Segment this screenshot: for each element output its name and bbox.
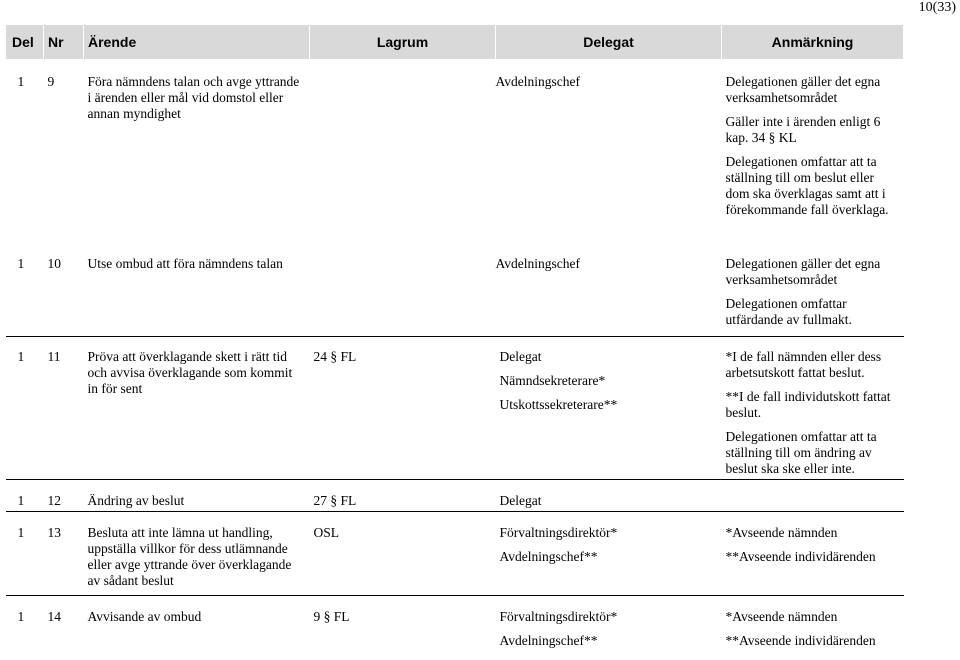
anmarkning-line: **Avseende individärenden xyxy=(725,549,876,564)
column-header-del: Del xyxy=(6,25,44,60)
delegation-table xyxy=(5,24,904,651)
cell-arende: Utse ombud att föra nämndens talan xyxy=(87,256,283,271)
cell-delegat xyxy=(496,337,722,480)
cell-del: 1 xyxy=(17,525,25,540)
delegat-line: Förvaltningsdirektör* xyxy=(499,609,618,624)
cell-del: 1 xyxy=(17,609,25,624)
delegat-line: Förvaltningsdirektör* xyxy=(499,525,618,540)
cell-anmarkning xyxy=(722,337,904,480)
delegat-line: Utskottssekreterare** xyxy=(499,397,618,412)
cell-arende: Ändring av beslut xyxy=(87,493,185,508)
anmarkning-line: Delegationen omfattar att ta ställning till om ändring av beslut ska ske eller inte. xyxy=(725,429,877,476)
cell-nr: 14 xyxy=(47,609,61,624)
cell-nr: 13 xyxy=(47,525,61,540)
cell-anmarkning xyxy=(722,480,904,512)
cell-lagrum: 27 § FL xyxy=(313,493,357,508)
delegat-line: Avdelningschef xyxy=(495,74,580,89)
cell-lagrum xyxy=(310,60,496,245)
cell-lagrum: OSL xyxy=(313,525,340,540)
anmarkning-line: *I de fall nämnden eller dess arbetsutskott fattat beslut. xyxy=(725,349,882,380)
cell-anmarkning xyxy=(722,244,904,337)
table-row xyxy=(6,512,904,596)
cell-delegat xyxy=(496,596,722,651)
cell-lagrum: 24 § FL xyxy=(313,349,357,364)
table-row xyxy=(6,337,904,480)
delegat-line: Delegat xyxy=(499,493,542,508)
anmarkning-line: Delegationen omfattar att ta ställning till om beslut eller dom ska överklagas samt att i förekommande fall överklaga. xyxy=(725,154,889,217)
table-row xyxy=(6,60,904,245)
cell-del: 1 xyxy=(17,74,25,89)
delegat-line: Nämndsekreterare* xyxy=(499,373,606,388)
delegat-line: Avdelningschef** xyxy=(499,549,598,564)
cell-delegat xyxy=(496,512,722,596)
anmarkning-line: Delegationen gäller det egna verksamhetsområdet xyxy=(725,256,881,287)
anmarkning-line: **Avseende individärenden xyxy=(725,633,876,648)
cell-arende: Föra nämndens talan och avge yttrande i ärenden eller mål vid domstol eller annan myndighet xyxy=(87,74,300,121)
cell-delegat xyxy=(496,244,722,337)
page-number: 10(33) xyxy=(918,0,956,15)
anmarkning-line: Gäller inte i ärenden enligt 6 kap. 34 § KL xyxy=(725,114,881,145)
cell-nr: 9 xyxy=(47,74,55,89)
cell-lagrum: 9 § FL xyxy=(313,609,350,624)
table-row xyxy=(6,596,904,651)
anmarkning-line: Delegationen gäller det egna verksamhetsområdet xyxy=(725,74,881,105)
column-header-anmarkning: Anmärkning xyxy=(722,25,904,60)
column-header-delegat: Delegat xyxy=(496,25,722,60)
cell-del: 1 xyxy=(17,349,25,364)
anmarkning-line: **I de fall individutskott fattat beslut. xyxy=(725,389,891,420)
cell-del: 1 xyxy=(17,493,25,508)
delegat-line: Avdelningschef** xyxy=(499,633,598,648)
cell-anmarkning xyxy=(722,60,904,245)
cell-arende: Avvisande av ombud xyxy=(87,609,202,624)
table-row xyxy=(6,480,904,512)
anmarkning-line: Delegationen omfattar utfärdande av fullmakt. xyxy=(725,296,852,327)
cell-delegat xyxy=(496,480,722,512)
table-row xyxy=(6,244,904,337)
cell-anmarkning xyxy=(722,596,904,651)
cell-del: 1 xyxy=(17,256,25,271)
anmarkning-line: *Avseende nämnden xyxy=(725,609,838,624)
cell-arende: Besluta att inte lämna ut handling, uppställa villkor för dess utlämnande eller avge yttrande över överklagande av sådant beslut xyxy=(87,525,292,588)
cell-nr: 12 xyxy=(47,493,61,508)
column-header-lagrum: Lagrum xyxy=(310,25,496,60)
cell-arende: Pröva att överklagande skett i rätt tid och avvisa överklagande som kommit in för sent xyxy=(87,349,293,396)
column-header-nr: Nr xyxy=(44,25,84,60)
cell-lagrum xyxy=(310,244,496,337)
column-header-arende: Ärende xyxy=(84,25,310,60)
cell-nr: 11 xyxy=(47,349,61,364)
cell-nr: 10 xyxy=(47,256,61,271)
table-header-row xyxy=(6,25,904,60)
delegat-line: Avdelningschef xyxy=(495,256,580,271)
anmarkning-line: *Avseende nämnden xyxy=(725,525,838,540)
cell-delegat xyxy=(496,60,722,245)
delegat-line: Delegat xyxy=(499,349,542,364)
cell-anmarkning xyxy=(722,512,904,596)
